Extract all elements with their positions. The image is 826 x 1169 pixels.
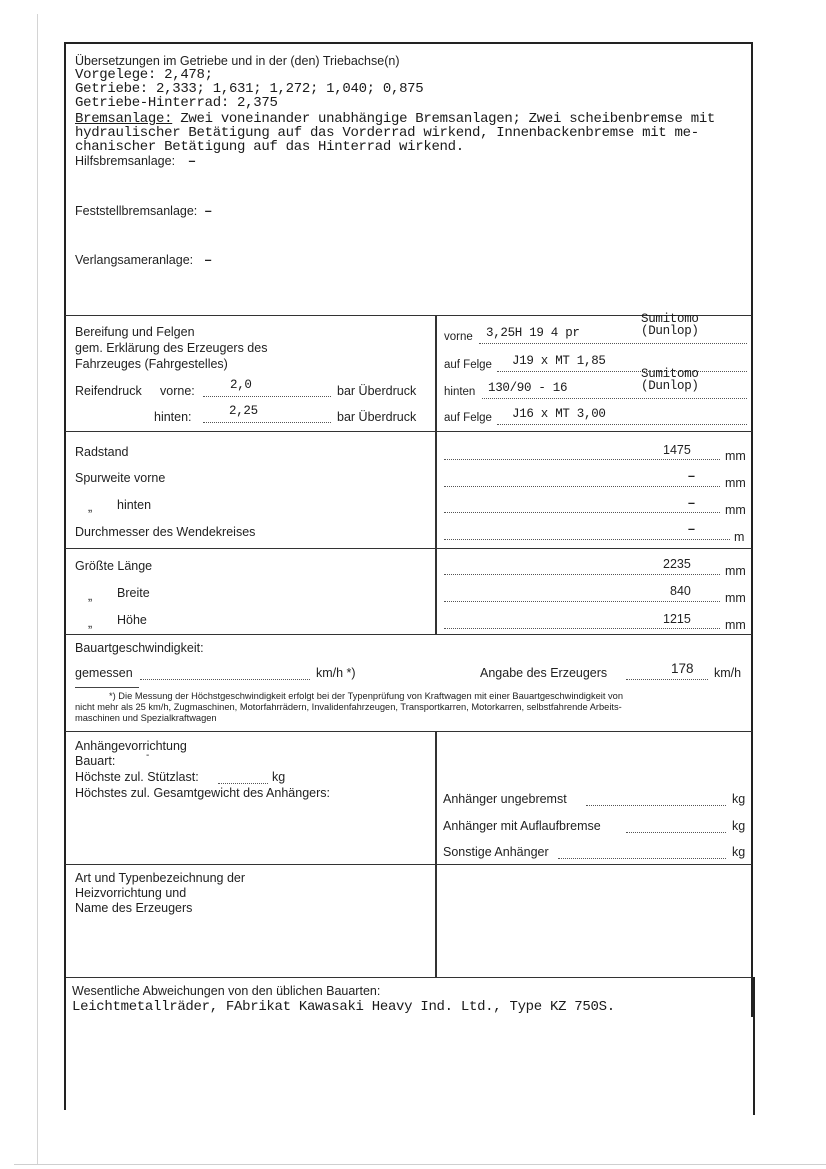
column-divider [435,732,437,864]
hoehe-unit: mm [725,618,746,632]
section-trailer [64,731,753,864]
trailer-other-line [558,858,726,859]
verlangsameranlage-value: – [204,253,212,267]
manufacturer-unit: km/h [714,666,742,680]
brakes-text-1: Zwei voneinander unabhängige Bremsanlagen; Zwei scheibenbremse mit [180,111,716,127]
feststellbremsanlage-value: – [204,204,212,218]
tire-front-rim-line [497,371,747,372]
laenge-value[interactable]: 2235 [663,557,691,571]
footnote-line-3: maschinen und Spezialkraftwagen [75,713,217,723]
front-pressure-line [203,396,331,397]
trailer-heading: Anhängevorrichtung [75,739,187,753]
hoehe-label: Höhe [117,613,147,627]
speed-heading: Bauartgeschwindigkeit: [75,641,204,655]
getriebe-value: 2,333; 1,631; 1,272; 1,040; 0,875 [156,81,424,97]
laenge-label: Größte Länge [75,559,153,573]
measured-unit: km/h *) [316,666,356,680]
footnote-line-1: *) Die Messung der Höchstgeschwindigkeit erfolgt bei der Typenprüfung von Kraftwagen mit einer Bauartgeschwindigkeit von [109,691,624,701]
footnote-separator [75,687,139,688]
tire-rear-line [482,398,747,399]
trailer-unbraked-line [586,805,726,806]
trailer-overrun-unit: kg [732,819,746,833]
trailer-unbraked-label: Anhänger ungebremst [443,792,567,806]
front-pressure-label: vorne: [160,384,195,398]
rear-pressure-line [203,422,331,423]
tire-rear-value[interactable]: 130/90 - 16 [488,381,568,395]
getriebe-hinterrad-value: 2,375 [237,95,278,111]
tire-rear-brand-2: (Dunlop) [641,379,699,393]
trailer-overrun-line [626,832,726,833]
tire-front-brand-2: (Dunlop) [641,324,699,338]
radstand-line [444,459,720,460]
stuetzlast-line [218,783,268,784]
tire-front-label: vorne [444,331,473,343]
spurweite-hinten-label: hinten [117,498,152,512]
tire-rear-brand [641,368,699,392]
breite-ditto: „ [88,589,93,603]
scan-edge-left [37,14,38,1164]
scan-edge-bottom [14,1164,826,1165]
heating-label-1: Art und Typenbezeichnung der [75,871,246,885]
column-divider [435,432,437,548]
spurweite-hinten-value[interactable]: – [688,496,695,510]
rear-pressure-value[interactable]: 2,25 [229,404,258,418]
wendekreis-label: Durchmesser des Wendekreises [75,525,256,539]
heating-label-3: Name des Erzeugers [75,901,193,915]
trailer-other-label: Sonstige Anhänger [443,845,549,859]
feststellbremsanlage-label: Feststellbremsanlage: [75,204,198,218]
stuetzlast-unit: kg [272,770,286,784]
tires-heading-1: Bereifung und Felgen [75,325,195,339]
brakes-label: Bremsanlage: [75,111,173,127]
column-divider [435,549,437,634]
getriebe-hinterrad-line [75,95,278,111]
breite-value[interactable]: 840 [670,584,691,598]
pressure-label: Reifendruck [75,384,142,398]
hilfsbremsanlage [75,154,195,168]
measured-label: gemessen [75,666,133,680]
spurweite-hinten-unit: mm [725,503,746,517]
hoehe-value[interactable]: 1215 [663,612,691,626]
tire-rear-rim-line [497,424,747,425]
spurweite-vorne-unit: mm [725,476,746,490]
hilfsbremsanlage-label: Hilfsbremsanlage: [75,154,176,168]
front-pressure-value[interactable]: 2,0 [230,378,252,392]
tire-rear-label: hinten [444,386,476,398]
column-divider [435,865,437,977]
trailer-other-unit: kg [732,845,746,859]
vorgelege-value: 2,478; [164,67,213,83]
tire-rear-rim-value[interactable]: J16 x MT 3,00 [512,407,606,421]
tire-front-brand [641,313,699,337]
section-tires [64,312,753,431]
manufacturer-value[interactable]: 178 [671,661,694,676]
verlangsameranlage-label: Verlangsameranlage: [75,253,194,267]
tire-front-rim-value[interactable]: J19 x MT 1,85 [512,354,606,368]
breite-label: Breite [117,586,150,600]
front-pressure-unit: bar Überdruck [337,384,417,398]
deviations-heading: Wesentliche Abweichungen von den üblichen Bauarten: [72,984,381,998]
bauart-label: Bauart: [75,754,116,768]
footnote [75,691,747,724]
rear-pressure-unit: bar Überdruck [337,410,417,424]
spurweite-hinten-line [444,512,720,513]
feststellbremsanlage [75,204,212,218]
manufacturer-line [626,679,708,680]
spurweite-vorne-line [444,486,720,487]
tires-heading-2: gem. Erklärung des Erzeugers des [75,341,268,355]
deviations-value[interactable]: Leichtmetallräder, FAbrikat Kawasaki Heavy Ind. Ltd., Type KZ 750S. [72,999,615,1015]
tire-front-brand-1: Sumitomo [641,312,699,326]
section-heating [64,864,753,977]
footnote-line-2: nicht mehr als 25 km/h, Zugmaschinen, Motorfahrrädern, Invalidenfahrzeugen, Transportkarren, Motorkarren, selbstfahrende Arbeits- [75,702,622,712]
hoehe-ditto: „ [88,616,93,630]
measured-line [140,679,310,680]
hilfsbremsanlage-value: – [188,154,196,168]
tire-rear-rim-label: auf Felge [444,412,492,424]
heating-label-2: Heizvorrichtung und [75,886,187,900]
hoehe-line [444,628,720,629]
brakes-line-3: chanischer Betätigung auf das Hinterrad wirkend. [75,139,464,155]
section-speed [64,634,753,731]
radstand-value[interactable]: 1475 [663,443,691,457]
section-deviations [64,977,753,1017]
laenge-unit: mm [725,564,746,578]
rear-pressure-label: hinten: [154,410,192,424]
trailer-overrun-label: Anhänger mit Auflaufbremse [443,819,601,833]
frame-right-border [753,977,755,1115]
radstand-unit: mm [725,449,746,463]
tire-front-value[interactable]: 3,25H 19 4 pr [486,326,580,340]
wendekreis-value[interactable]: – [688,522,695,536]
spurweite-vorne-value[interactable]: – [688,469,695,483]
gesamtgewicht-label: Höchstes zul. Gesamtgewicht des Anhängers: [75,786,330,800]
tire-front-rim-label: auf Felge [444,359,492,371]
section-wheelbase [64,431,753,548]
frame-left-border [64,977,66,1110]
spurweite-hinten-ditto: „ [88,500,93,514]
tire-front-line [479,343,747,344]
tire-rear-brand-1: Sumitomo [641,367,699,381]
column-divider [435,316,437,431]
spurweite-vorne-label: Spurweite vorne [75,471,166,485]
trailer-unbraked-unit: kg [732,792,746,806]
bauart-value[interactable]: - [146,750,150,761]
tires-heading-3: Fahrzeuges (Fahrgestelles) [75,357,228,371]
section-dimensions [64,548,753,634]
getriebe-label: Getriebe: [75,81,148,97]
wendekreis-unit: m [734,530,745,544]
vorgelege-label: Vorgelege: [75,67,157,83]
getriebe-hinterrad-label: Getriebe-Hinterrad: [75,95,229,111]
section-gearing-brakes [64,42,753,315]
laenge-line [444,574,720,575]
stuetzlast-label: Höchste zul. Stützlast: [75,770,199,784]
breite-unit: mm [725,591,746,605]
gearing-heading: Übersetzungen im Getriebe und in der (den) Triebachse(n) [75,54,400,68]
breite-line [444,601,720,602]
verlangsameranlage [75,253,212,267]
manufacturer-label: Angabe des Erzeugers [480,666,608,680]
radstand-label: Radstand [75,445,129,459]
wendekreis-line [444,539,730,540]
brakes-line-2: hydraulischer Betätigung auf das Vorderrad wirkend, Innenbackenbremse mit me- [75,125,699,141]
